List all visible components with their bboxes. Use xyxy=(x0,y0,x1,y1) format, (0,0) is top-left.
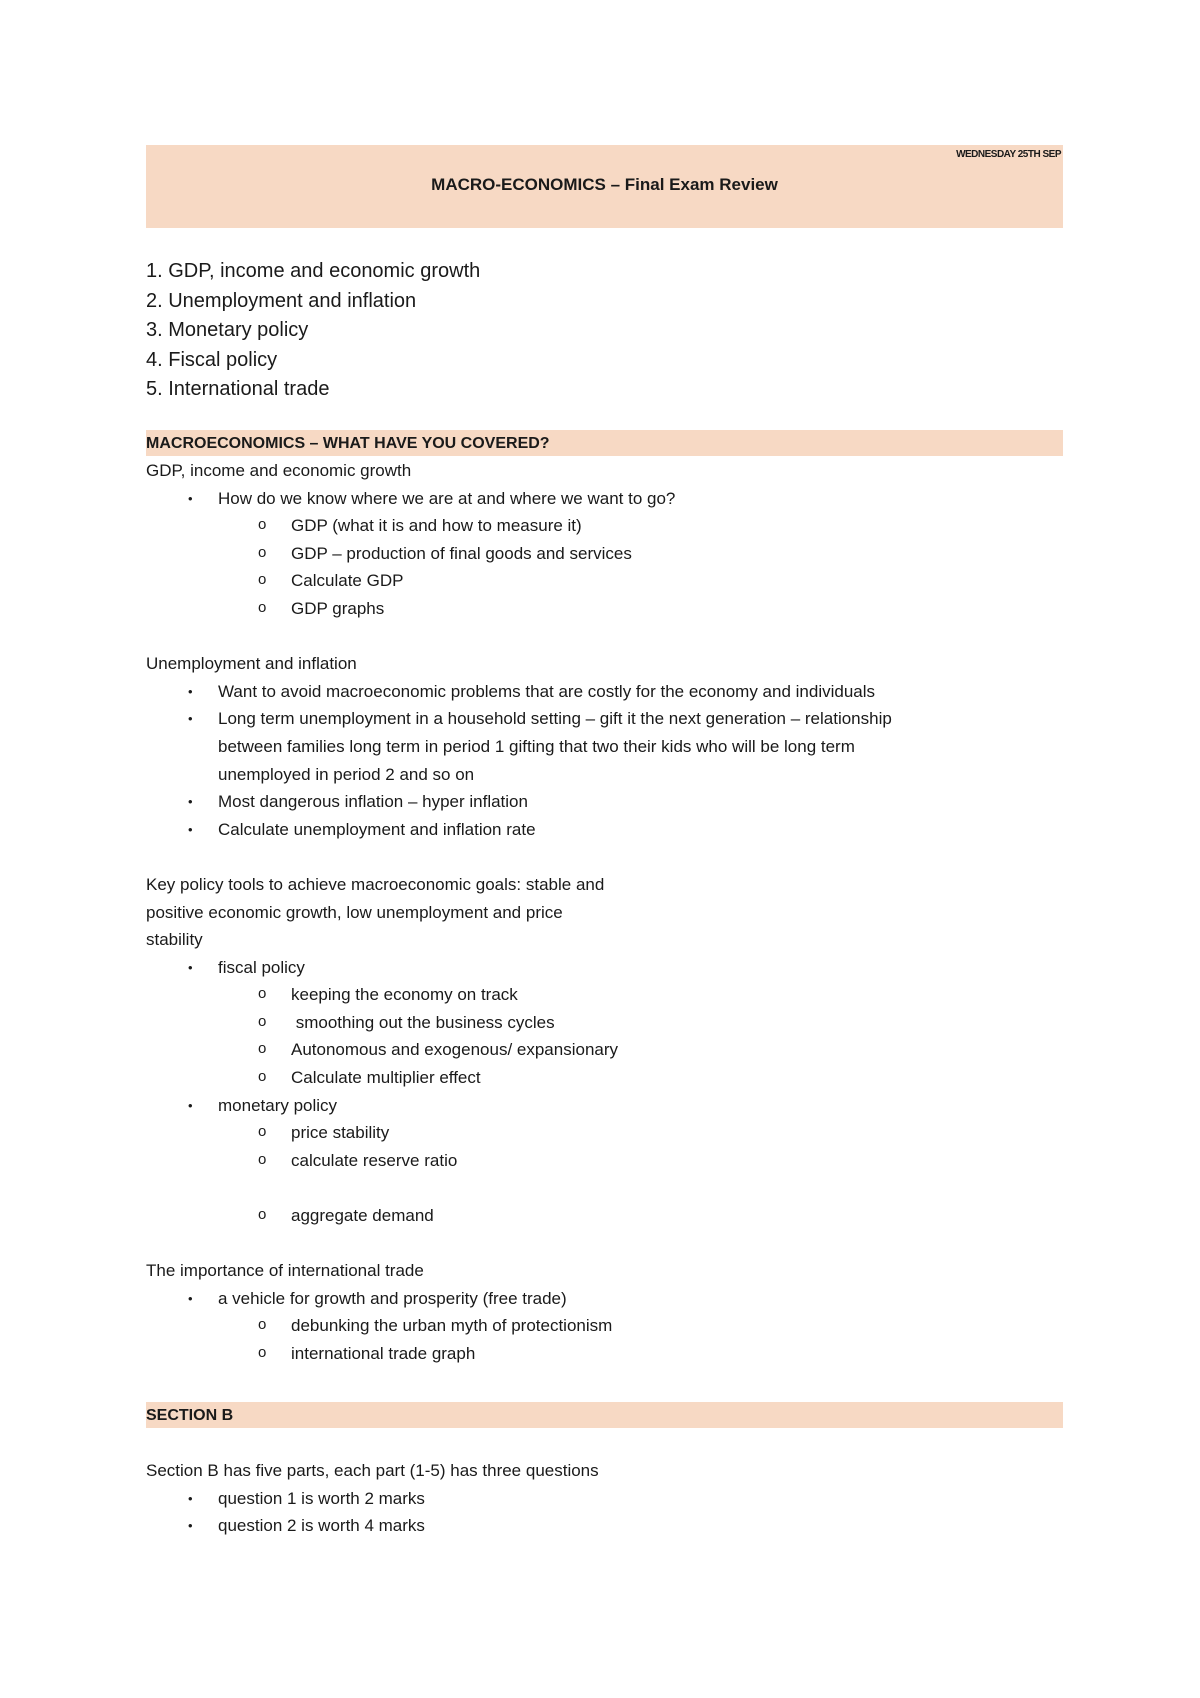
list-item-text: international trade graph xyxy=(291,1344,476,1363)
subtopic-title: GDP, income and economic growth xyxy=(146,461,412,480)
section-heading-covered: MACROECONOMICS – WHAT HAVE YOU COVERED? xyxy=(146,430,1063,456)
bullet-icon: • xyxy=(188,821,193,837)
topic-list xyxy=(146,257,480,405)
header-banner xyxy=(146,145,1063,228)
section-b-intro: Section B has five parts, each part (1-5) has three questions xyxy=(146,1461,599,1480)
circle-bullet-icon: o xyxy=(258,1068,267,1086)
list-item xyxy=(146,678,1063,706)
sub-list-item xyxy=(146,567,1063,595)
list-item xyxy=(146,485,1063,513)
list-item xyxy=(146,816,1063,844)
circle-bullet-icon: o xyxy=(258,571,267,589)
list-item xyxy=(146,1092,1063,1120)
list-item-text: a vehicle for growth and prosperity (free trade) xyxy=(218,1288,567,1308)
section-b-content xyxy=(146,1457,1063,1540)
sub-list-item xyxy=(146,1312,1063,1340)
bullet-icon: • xyxy=(188,1097,193,1113)
sub-list-item xyxy=(146,540,1063,568)
circle-bullet-icon: o xyxy=(258,598,267,616)
list-item xyxy=(146,1285,1063,1313)
spacer xyxy=(146,1230,1063,1258)
sub-list-item xyxy=(146,1147,1063,1175)
list-item-text: question 1 is worth 2 marks xyxy=(218,1488,425,1508)
list-item-text: How do we know where we are at and where we want to go? xyxy=(218,488,676,508)
list-item-text: keeping the economy on track xyxy=(291,985,518,1005)
circle-bullet-icon: o xyxy=(258,1123,267,1141)
bullet-icon: • xyxy=(188,1490,193,1506)
sub-list-item xyxy=(146,1340,1063,1368)
circle-bullet-icon: o xyxy=(258,1206,267,1224)
spacer xyxy=(146,1174,1063,1202)
list-item-text: calculate reserve ratio xyxy=(291,1150,458,1170)
circle-bullet-icon: o xyxy=(258,1344,267,1361)
list-item-text: GDP graphs xyxy=(291,598,385,618)
spacer xyxy=(146,623,1063,651)
topic-item: 1. GDP, income and economic growth xyxy=(146,260,481,282)
list-item-text: debunking the urban myth of protectionism xyxy=(291,1316,613,1336)
subtopic-title-line: stability xyxy=(146,930,203,950)
list-item-continuation: between families long term in period 1 gifting that two their kids who will be long term xyxy=(218,736,855,756)
subtopic-title: Unemployment and inflation xyxy=(146,654,357,674)
header-date: WEDNESDAY 25TH SEP xyxy=(956,149,1061,160)
topic-item: 2. Unemployment and inflation xyxy=(146,289,417,312)
list-item-text: Most dangerous inflation – hyper inflation xyxy=(218,792,528,812)
subtopic-title-line: positive economic growth, low unemployment and price xyxy=(146,902,563,922)
topic-item: 3. Monetary policy xyxy=(146,319,309,341)
sub-list-item xyxy=(146,512,1063,540)
list-item-text: Long term unemployment in a household setting – gift it the next generation – relationship xyxy=(218,709,892,729)
list-item-text: GDP (what it is and how to measure it) xyxy=(291,516,582,536)
bullet-icon: • xyxy=(188,683,193,699)
spacer xyxy=(146,843,1063,871)
list-item xyxy=(146,954,1063,982)
sub-list-item xyxy=(146,1009,1063,1037)
section-heading-section-b: SECTION B xyxy=(146,1402,1063,1428)
list-item-text: price stability xyxy=(291,1123,390,1143)
bullet-icon: • xyxy=(188,1290,193,1306)
covered-section xyxy=(146,457,1063,1368)
circle-bullet-icon: o xyxy=(258,1316,267,1334)
topic-item: 4. Fiscal policy xyxy=(146,348,278,371)
circle-bullet-icon: o xyxy=(258,1012,267,1030)
bullet-icon: • xyxy=(188,959,193,975)
list-item-text: Calculate GDP xyxy=(291,571,404,591)
subtopic-title: The importance of international trade xyxy=(146,1261,424,1281)
list-item xyxy=(146,788,1063,816)
list-item-continuation: unemployed in period 2 and so on xyxy=(218,764,475,784)
sub-list-item xyxy=(146,595,1063,623)
list-item-text: smoothing out the business cycles xyxy=(291,1012,555,1032)
list-item-text: GDP – production of final goods and services xyxy=(291,543,632,563)
list-item-text: Autonomous and exogenous/ expansionary xyxy=(291,1040,619,1060)
subtopic-title-line: Key policy tools to achieve macroeconomic goals: stable and xyxy=(146,874,605,894)
list-item xyxy=(146,1485,1063,1513)
bullet-icon: • xyxy=(188,490,193,506)
list-item-text: Calculate unemployment and inflation rate xyxy=(218,819,536,839)
list-item xyxy=(146,705,1063,733)
sub-list-item xyxy=(146,1119,1063,1147)
sub-list-item xyxy=(146,1202,1063,1230)
list-item-text: Want to avoid macroeconomic problems that are costly for the economy and individuals xyxy=(218,681,876,701)
list-item-text: aggregate demand xyxy=(291,1206,434,1226)
bullet-icon: • xyxy=(188,711,193,727)
list-item-text: fiscal policy xyxy=(218,957,305,977)
sub-list-item xyxy=(146,1036,1063,1064)
circle-bullet-icon: o xyxy=(258,516,267,534)
circle-bullet-icon: o xyxy=(258,1040,267,1058)
bullet-icon: • xyxy=(188,794,193,810)
list-item xyxy=(146,1512,1063,1540)
circle-bullet-icon: o xyxy=(258,543,267,561)
bullet-icon: • xyxy=(188,1518,193,1534)
circle-bullet-icon: o xyxy=(258,985,267,1003)
list-item-text: question 2 is worth 4 marks xyxy=(218,1516,425,1536)
sub-list-item xyxy=(146,981,1063,1009)
document-title: MACRO-ECONOMICS – Final Exam Review xyxy=(431,175,778,194)
list-item-text: Calculate multiplier effect xyxy=(291,1068,481,1088)
sub-list-item xyxy=(146,1064,1063,1092)
circle-bullet-icon: o xyxy=(258,1150,267,1168)
list-item-text: monetary policy xyxy=(218,1095,338,1115)
topic-item: 5. International trade xyxy=(146,378,330,400)
